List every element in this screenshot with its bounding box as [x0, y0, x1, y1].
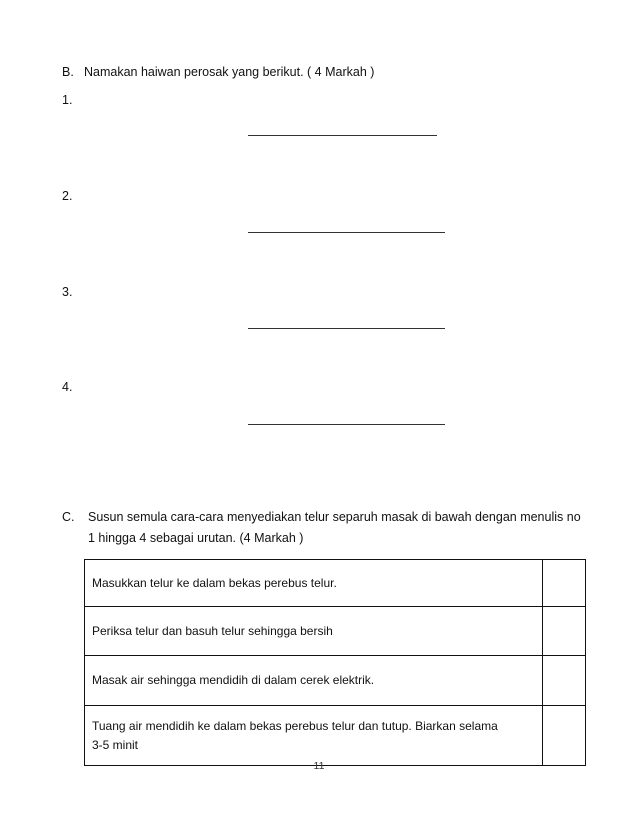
- step-text: Masak air sehingga mendidih di dalam cerek elektrik.: [85, 656, 543, 706]
- question-number-2: 2.: [62, 189, 73, 203]
- table-row: [85, 607, 586, 656]
- answer-line-4[interactable]: [248, 424, 445, 425]
- answer-line-1[interactable]: [248, 135, 437, 136]
- order-number-box[interactable]: [543, 706, 586, 766]
- question-number-1: 1.: [62, 93, 73, 107]
- section-c-label: C.: [62, 510, 75, 524]
- order-number-box[interactable]: [543, 560, 586, 607]
- section-c-instruction-line2: 1 hingga 4 sebagai urutan. (4 Markah ): [88, 531, 304, 545]
- ordering-table: [84, 559, 586, 766]
- section-b-label: B.: [62, 65, 74, 79]
- step-text: [85, 706, 543, 766]
- question-number-3: 3.: [62, 285, 73, 299]
- table-row: [85, 656, 586, 706]
- table-row: [85, 560, 586, 607]
- section-b-instruction: Namakan haiwan perosak yang berikut. ( 4 Markah ): [84, 65, 375, 79]
- section-c-instruction-line1: Susun semula cara-cara menyediakan telur separuh masak di bawah dengan menulis no: [88, 510, 581, 524]
- step-text-line2: 3-5 minit: [92, 737, 139, 752]
- step-text: Periksa telur dan basuh telur sehingga bersih: [85, 607, 543, 656]
- order-number-box[interactable]: [543, 656, 586, 706]
- question-number-4: 4.: [62, 380, 73, 394]
- step-text-line1: Tuang air mendidih ke dalam bekas perebus telur dan tutup. Biarkan selama: [92, 718, 498, 733]
- answer-line-2[interactable]: [248, 232, 445, 233]
- table-row: [85, 706, 586, 766]
- answer-line-3[interactable]: [248, 328, 445, 329]
- page-number: 11: [313, 760, 325, 772]
- order-number-box[interactable]: [543, 607, 586, 656]
- step-text: Masukkan telur ke dalam bekas perebus telur.: [85, 560, 543, 607]
